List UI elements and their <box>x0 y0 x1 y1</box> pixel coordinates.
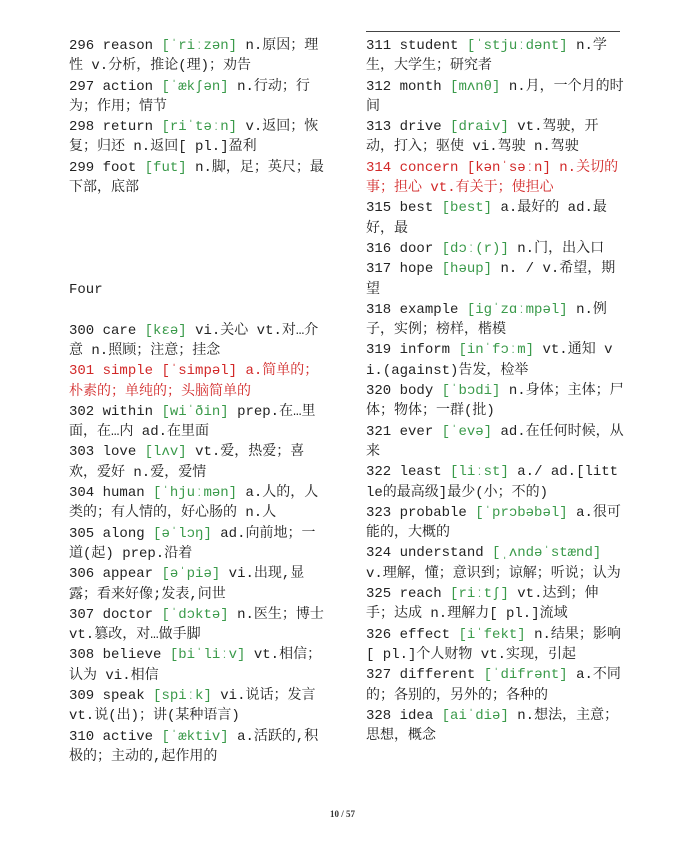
vocab-entry-321 <box>366 422 624 463</box>
vocab-entry-319 <box>366 340 624 381</box>
entry-phonetic: [best] <box>441 200 493 217</box>
entry-phonetic: [ˈbɔdi] <box>441 383 501 400</box>
entry-word: within <box>102 403 154 420</box>
vocab-entry-304 <box>69 483 327 524</box>
entry-definition: vi.说话；发言 vt.说(出)；讲(某种语言) <box>69 688 316 725</box>
vocab-entry-298 <box>69 117 327 158</box>
entry-number: 296 <box>69 38 95 54</box>
vocab-entry-312 <box>366 77 624 118</box>
vocab-entry-303 <box>69 442 327 483</box>
entry-word: love <box>102 444 137 461</box>
entry-number: 304 <box>69 485 95 502</box>
entry-definition: a.简单的；朴素的；单纯的；头脑简单的 <box>69 363 319 400</box>
entry-number: 301 <box>69 363 95 380</box>
entry-definition: a.不同的；各别的，另外的；各种的 <box>366 667 621 704</box>
entry-phonetic: [dɔː(r)] <box>441 240 509 257</box>
entry-phonetic: [riˈtəːn] <box>161 119 238 136</box>
entry-definition: a.人的，人类的；有人情的，好心肠的 n.人 <box>69 485 319 522</box>
entry-word: along <box>102 525 145 542</box>
entry-number: 320 <box>366 383 392 400</box>
entry-number: 305 <box>69 525 95 542</box>
entry-definition: ad.在任何时候，从来 <box>366 423 624 460</box>
vocab-entry-301 <box>69 361 327 402</box>
entry-number: 310 <box>69 728 95 745</box>
entry-word: idea <box>399 707 434 724</box>
entry-number: 307 <box>69 606 95 623</box>
entry-phonetic: [ˈhjuːmən] <box>153 485 238 502</box>
entry-definition: n.行动；行为；作用；情节 <box>69 78 310 115</box>
vocab-entry-300 <box>69 321 327 362</box>
entry-definition: a.活跃的,积极的；主动的,起作用的 <box>69 728 319 765</box>
entry-number: 311 <box>366 38 392 54</box>
entry-phonetic: [riːtʃ] <box>450 586 509 603</box>
vocab-entry-306 <box>69 564 327 605</box>
entry-word: foot <box>102 159 137 176</box>
entry-phonetic: [əˈpiə] <box>161 566 221 583</box>
entry-definition: v.返回；恢复；归还 n.返回[ pl.]盈利 <box>69 119 319 156</box>
entry-number: 308 <box>69 647 95 664</box>
entry-word: speak <box>102 688 145 705</box>
entry-word: body <box>399 383 434 400</box>
entry-word: doctor <box>102 606 154 623</box>
entry-word: hope <box>399 261 434 278</box>
entry-phonetic: [biˈliːv] <box>169 647 246 664</box>
entry-number: 312 <box>366 78 392 95</box>
entry-phonetic: [ˈstjuːdənt] <box>466 38 568 54</box>
entry-phonetic: [ˈækʃən] <box>161 78 229 95</box>
entry-number: 327 <box>366 667 392 684</box>
entry-phonetic: [ˈæktiv] <box>161 728 229 745</box>
entry-number: 297 <box>69 78 95 95</box>
entry-word: ever <box>399 423 434 440</box>
entry-phonetic: [spiːk] <box>153 688 212 705</box>
entry-phonetic: [ˈriːzən] <box>161 38 238 54</box>
entry-word: door <box>399 240 434 257</box>
entry-word: inform <box>399 342 451 359</box>
entry-number: 315 <box>366 200 392 217</box>
vocab-entry-327 <box>366 665 624 706</box>
entry-number: 316 <box>366 240 392 257</box>
entry-number: 306 <box>69 566 95 583</box>
entry-word: understand <box>399 545 484 562</box>
entry-phonetic: [kɛə] <box>144 322 187 339</box>
vocab-entry-307 <box>69 605 327 646</box>
entry-word: best <box>399 200 434 217</box>
entry-number: 323 <box>366 504 392 521</box>
entry-phonetic: [həup] <box>441 261 493 278</box>
entry-word: reason <box>102 38 154 54</box>
entry-definition: vt.驾驶，开动，打入；驱使 vi.驾驶 n.驾驶 <box>366 119 599 156</box>
entry-number: 300 <box>69 322 95 339</box>
vocab-entry-302 <box>69 402 327 443</box>
entry-number: 325 <box>366 586 392 603</box>
entry-number: 298 <box>69 119 95 136</box>
entry-phonetic: [aiˈdiə] <box>441 707 509 724</box>
entry-word: concern <box>399 159 459 176</box>
entry-definition: n.身体；主体；尸体；物体；一群(批) <box>366 383 624 420</box>
entry-word: example <box>399 301 459 318</box>
vocab-entry-296 <box>69 36 327 77</box>
entry-number: 324 <box>366 545 392 562</box>
vocab-entry-297 <box>69 77 327 118</box>
vocab-entry-318 <box>366 300 624 341</box>
entry-word: reach <box>399 586 442 603</box>
entry-definition: a.最好的 ad.最好，最 <box>366 200 607 237</box>
entry-word: return <box>102 119 154 136</box>
entry-phonetic: [ˈdɔktə] <box>161 606 229 623</box>
entry-number: 314 <box>366 159 392 176</box>
entry-number: 302 <box>69 403 95 420</box>
left-column <box>69 36 327 767</box>
entry-definition: n.原因；理性 v.分析，推论(理)；劝告 <box>69 38 319 75</box>
entry-word: least <box>399 464 442 481</box>
entry-definition: vt.达到；伸手；达成 n.理解力[ pl.]流域 <box>366 586 599 623</box>
entry-phonetic: [inˈfɔːm] <box>458 342 535 359</box>
vocab-entry-320 <box>366 381 624 422</box>
entry-definition: n. / v.希望，期望 <box>366 261 616 298</box>
entry-phonetic: [ˈprɔbəbəl] <box>475 504 568 521</box>
entry-definition: n.关切的事；担心 vt.有关于；使担心 <box>366 159 619 197</box>
entry-phonetic: [draiv] <box>450 119 509 136</box>
entry-word: month <box>399 78 442 95</box>
entry-number: 299 <box>69 159 95 176</box>
entry-number: 321 <box>366 423 392 440</box>
vocab-entry-322 <box>366 462 624 503</box>
entry-definition: a./ ad.[little的最高级]最少(小；不的) <box>366 464 619 501</box>
vocab-entry-305 <box>69 524 327 565</box>
vocab-entry-310 <box>69 727 327 768</box>
entry-word: probable <box>399 504 467 521</box>
entry-word: care <box>102 322 137 339</box>
vocab-entry-316 <box>366 239 624 259</box>
entry-word: different <box>399 667 476 684</box>
vocab-entry-328 <box>366 706 624 747</box>
entry-definition: a.很可能的，大概的 <box>366 504 621 542</box>
entry-definition: n.想法，主意；思想，概念 <box>366 707 619 745</box>
entry-definition: vt.相信；认为 vi.相信 <box>69 647 322 684</box>
vocab-entry-324 <box>366 543 624 584</box>
entry-phonetic: [fut] <box>144 159 187 176</box>
vocab-entry-308 <box>69 645 327 686</box>
vocab-entry-314 <box>366 158 624 199</box>
vocab-entry-311 <box>366 36 624 77</box>
entry-definition: n.月，一个月的时间 <box>366 78 624 115</box>
entry-number: 317 <box>366 261 392 278</box>
entry-number: 309 <box>69 688 95 705</box>
entry-definition: n.学生，大学生；研究者 <box>366 38 607 75</box>
entry-word: appear <box>102 566 154 583</box>
entry-number: 328 <box>366 707 392 724</box>
vocab-entry-313 <box>366 117 624 158</box>
entry-word: effect <box>399 626 451 643</box>
vocab-entry-309 <box>69 686 327 727</box>
section-heading: Four <box>69 282 103 299</box>
vocab-entry-325 <box>366 584 624 625</box>
entry-definition: vt.通知 vi.(against)告发，检举 <box>366 342 613 379</box>
entry-phonetic: [ˈevə] <box>441 423 493 440</box>
entry-phonetic: [liːst] <box>450 464 509 481</box>
entry-definition: n.门，出入口 <box>517 240 605 257</box>
entry-word: action <box>102 78 154 95</box>
entry-phonetic: [wiˈðin] <box>161 403 229 420</box>
entry-phonetic: [ˈdifrənt] <box>483 667 568 684</box>
entry-phonetic: [iˈfekt] <box>458 626 526 643</box>
vocab-entry-315 <box>366 198 624 239</box>
entry-word: drive <box>399 119 442 136</box>
vocab-entry-323 <box>366 503 624 544</box>
vocab-entry-317 <box>366 259 624 300</box>
vocab-entry-326 <box>366 625 624 666</box>
entry-number: 322 <box>366 464 392 481</box>
entry-number: 303 <box>69 444 95 461</box>
entry-number: 319 <box>366 342 392 359</box>
entry-definition: v.理解，懂；意识到；谅解；听说；认为 <box>366 565 621 582</box>
entry-word: simple <box>102 363 154 380</box>
entry-number: 313 <box>366 119 392 136</box>
entry-definition: ad.向前地；一道(起) prep.沿着 <box>69 525 316 562</box>
entry-definition: n.例子，实例；榜样，楷模 <box>366 301 607 339</box>
entry-number: 326 <box>366 626 392 643</box>
entry-definition: n.脚，足；英尺；最下部，底部 <box>69 159 324 197</box>
entry-definition: prep.在…里面，在…内 ad.在里面 <box>69 403 316 441</box>
page-number: 10 / 57 <box>329 809 355 819</box>
entry-word: human <box>102 485 145 502</box>
entry-definition: n.结果；影响[ pl.]个人财物 vt.实现，引起 <box>366 626 621 663</box>
entry-phonetic: [igˈzɑːmpəl] <box>466 301 568 318</box>
entry-number: 318 <box>366 301 392 318</box>
entry-phonetic: [mʌnθ] <box>450 78 501 95</box>
entry-word: believe <box>102 647 162 664</box>
vocab-entry-299 <box>69 158 327 199</box>
entry-phonetic: [lʌv] <box>144 444 187 461</box>
entry-word: active <box>102 728 154 745</box>
entry-definition: vt.爱，热爱；喜欢，爱好 n.爱，爱情 <box>69 444 305 481</box>
right-column <box>366 36 624 746</box>
entry-definition: n.医生；博士 vt.篡改，对…做手脚 <box>69 606 324 644</box>
entry-definition: vi.出现,显露；看来好像;发表,问世 <box>69 566 305 603</box>
entry-phonetic: [əˈlɔŋ] <box>153 525 212 542</box>
top-rule <box>366 31 620 32</box>
entry-phonetic: [ˈsimpəl] <box>161 363 238 380</box>
entry-phonetic: [ˌʌndəˈstænd] <box>492 545 602 562</box>
entry-definition: vi.关心 vt.对…介意 n.照顾；注意；挂念 <box>69 322 319 359</box>
entry-phonetic: [kənˈsəːn] <box>466 159 551 176</box>
entry-word: student <box>399 38 459 54</box>
